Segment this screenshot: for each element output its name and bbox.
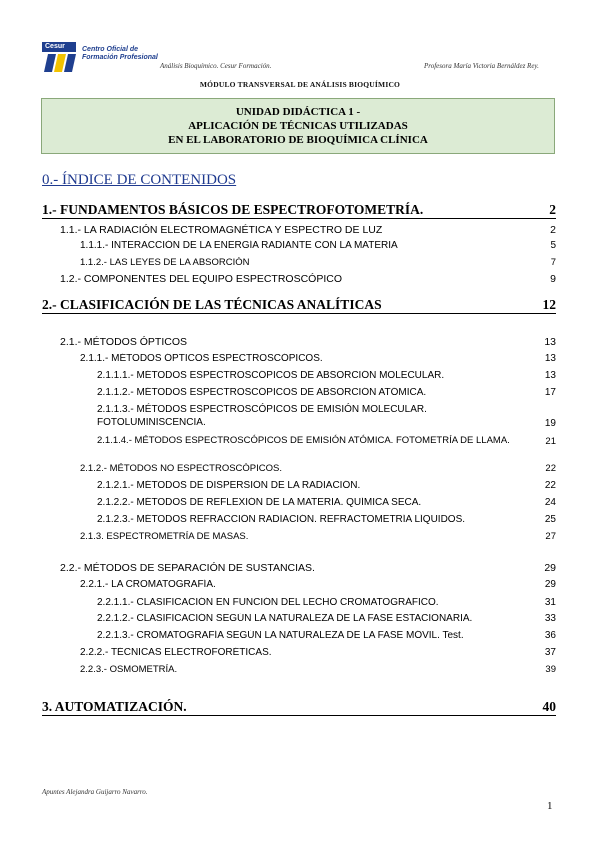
unit-line-2: APLICACIÓN DE TÉCNICAS UTILIZADAS — [188, 120, 408, 132]
toc-entry[interactable]: 3. AUTOMATIZACIÓN. 40 — [42, 699, 556, 714]
unit-line-1: UNIDAD DIDÁCTICA 1 - — [235, 106, 361, 118]
toc-entry[interactable]: 2.1.2.3.- MÉTODOS REFRACCIÓN RADIACIÓN. REFRACTOMETRÍA LÍQUIDOS. 25 — [97, 514, 556, 525]
toc-entry[interactable]: 2.1.2.2.- MÉTODOS DE REFLEXIÓN DE LA MATERIA. QUÍMICA SECA. 24 — [97, 497, 556, 508]
module-title: MÓDULO TRANSVERSAL DE ANÁLISIS BIOQUÍMICO — [199, 80, 401, 89]
toc-entry[interactable]: 2.1.- MÉTODOS ÓPTICOS 13 — [60, 336, 556, 348]
footer-author: Apuntes Alejandra Guijarro Navarro. — [42, 788, 148, 796]
logo-badge-text: Cesur — [45, 43, 65, 50]
toc-entry[interactable]: 2.2.1.- LA CROMATOGRAFÍA. 29 — [80, 579, 556, 590]
unit-title-box — [41, 98, 555, 154]
toc-entry[interactable]: 2.1.1.2.- MÉTODOS ESPECTROSCÓPICOS DE ABSORCIÓN ATÓMICA. 17 — [97, 387, 556, 398]
toc-entry[interactable]: 2.1.2.- MÉTODOS NO ESPECTROSCÓPICOS. 22 — [80, 463, 556, 474]
toc-entry[interactable]: 1.- FUNDAMENTOS BÁSICOS DE ESPECTROFOTOMETRÍA. 2 — [42, 202, 556, 217]
header-left-text: Análisis Bioquímico. Cesur Formación. — [160, 62, 272, 70]
toc-entry[interactable]: 2.1.1.3.- MÉTODOS ESPECTROSCÓPICOS DE EMISIÓN MOLECULAR. FOTOLUMINISCENCIA. 19 — [97, 404, 556, 429]
toc-entry[interactable]: 1.1.2.- LAS LEYES DE LA ABSORCIÓN 7 — [80, 257, 556, 268]
toc-entry[interactable]: 2.1.2.1.- MÉTODOS DE DISPERSIÓN DE LA RADIACIÓN. 22 — [97, 480, 556, 491]
header-right-text: Profesora María Victoria Bernáldez Rey. — [424, 62, 539, 70]
toc-entry[interactable]: 2.2.1.1.- CLASIFICACIÓN EN FUNCIÓN DEL LECHO CROMATOGRÁFICO. 31 — [97, 597, 556, 608]
toc-entry[interactable]: 2.2.1.3.- CROMATOGRAFÍA SEGÚN LA NATURALEZA DE LA FASE MÓVIL. Test. 36 — [97, 630, 556, 641]
toc-entry[interactable]: 2.2.2.- TÉCNICAS ELECTROFORÉTICAS. 37 — [80, 647, 556, 658]
unit-line-3: EN EL LABORATORIO DE BIOQUÍMICA CLÍNICA — [168, 134, 428, 146]
toc-entry[interactable]: 1.2.- COMPONENTES DEL EQUIPO ESPECTROSCÓPICO 9 — [60, 273, 556, 285]
page-number: 1 — [547, 800, 553, 812]
toc-entry[interactable]: 2.1.1.4.- MÉTODOS ESPECTROSCÓPICOS DE EMISIÓN ATÓMICA. FOTOMETRÍA DE LLAMA. 21 — [97, 435, 556, 447]
index-title: 0.- ÍNDICE DE CONTENIDOS — [42, 172, 237, 188]
logo-line-2: Formación Profesional — [82, 54, 158, 61]
toc-entry[interactable]: 1.1.- LA RADIACIÓN ELECTROMAGNÉTICA Y ESPECTRO DE LUZ 2 — [60, 224, 556, 236]
toc-entry[interactable]: 2.2.- MÉTODOS DE SEPARACIÓN DE SUSTANCIAS. 29 — [60, 562, 556, 574]
toc-entry[interactable]: 2.2.3.- OSMOMETRÍA. 39 — [80, 664, 556, 675]
toc-entry[interactable]: 2.- CLASIFICACIÓN DE LAS TÉCNICAS ANALÍTICAS 12 — [42, 297, 556, 312]
toc-entry[interactable]: 1.1.1.- INTERACCIÓN DE LA ENERGÍA RADIANTE CON LA MATERIA 5 — [80, 240, 556, 251]
toc-entry[interactable]: 2.2.1.2.- CLASIFICACIÓN SEGÚN LA NATURALEZA DE LA FASE ESTACIONARIA. 33 — [97, 613, 556, 624]
toc-entry[interactable]: 2.1.1.- MÉTODOS ÓPTICOS ESPECTROSCÓPICOS. 13 — [80, 353, 556, 364]
logo-line-1: Centro Oficial de — [82, 46, 139, 53]
toc-entry[interactable]: 2.1.1.1.- MÉTODOS ESPECTROSCÓPICOS DE ABSORCIÓN MOLECULAR. 13 — [97, 370, 556, 381]
toc-entry[interactable]: 2.1.3. ESPECTROMETRÍA DE MASAS. 27 — [80, 531, 556, 542]
cesur-logo — [42, 42, 162, 74]
